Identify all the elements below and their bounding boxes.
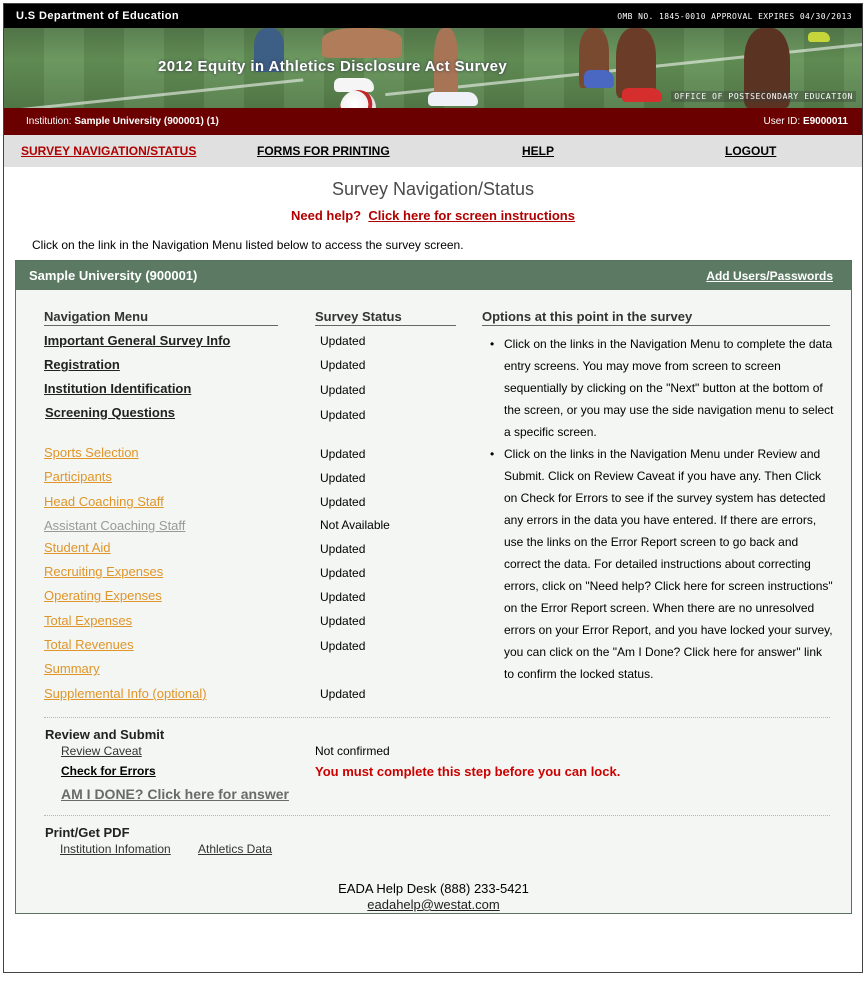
review-caveat-status: Not confirmed (315, 744, 390, 758)
nav-head-coaching-staff[interactable]: Head Coaching Staff (44, 494, 164, 509)
nav-operating-expenses[interactable]: Operating Expenses (44, 588, 162, 603)
nav-summary[interactable]: Summary (44, 661, 100, 676)
need-help (4, 208, 862, 223)
nav-student-aid[interactable]: Student Aid (44, 540, 111, 555)
menu-forms-for-printing[interactable]: FORMS FOR PRINTING (257, 144, 390, 158)
navigation-menu-header: Navigation Menu (44, 309, 278, 326)
office-name: OFFICE OF POSTSECONDARY EDUCATION (671, 91, 856, 102)
status-sports-selection: Updated (320, 447, 366, 461)
survey-status-header: Survey Status (315, 309, 456, 326)
nav-total-revenues[interactable]: Total Revenues (44, 637, 134, 652)
menu-help[interactable]: HELP (522, 144, 555, 158)
survey-title: 2012 Equity in Athletics Disclosure Act Survey (158, 58, 508, 75)
help-desk-email-link[interactable]: eadahelp@westat.com (367, 897, 500, 912)
nav-total-expenses[interactable]: Total Expenses (44, 613, 133, 628)
athletics-data-link[interactable]: Athletics Data (198, 842, 273, 856)
status-total-revenues: Updated (320, 639, 366, 653)
option-item: • Click on the links in the Navigation Menu to complete the data entry screens. You may move from screen to screen sequentially by clicking on the "Next" button at the bottom of the screen, or you may use the side navigation menu to select a specific screen. (482, 333, 834, 443)
status-screening-questions: Updated (320, 408, 366, 422)
status-head-coaching-staff: Updated (320, 495, 366, 509)
options-header: Options at this point in the survey (482, 309, 830, 326)
help-desk-phone: EADA Help Desk (888) 233-5421 (338, 881, 529, 896)
player-image (322, 28, 402, 58)
option-item: • Click on the links in the Navigation Menu under Review and Submit. Click on Review Caveat if you have any. Then Click on Check for Errors to see if the survey system has detected any errors in the data you have entered. If there are errors, use the links on the Error Report screen to go back and correct the data. For detailed instructions about correcting errors, click on "Need help? Click here for screen instructions" on the Error Report screen. When there are no unresolved errors on your Error Report, and you have locked your survey, you can click on the "Am I Done? Click here for answer" link to confirm the locked status. (482, 443, 834, 685)
am-i-done-link[interactable]: AM I DONE? Click here for answer (61, 786, 289, 802)
survey-panel (15, 260, 852, 914)
status-total-expenses: Updated (320, 614, 366, 628)
status-participants: Updated (320, 471, 366, 485)
panel-institution-name: Sample University (900001) (29, 268, 198, 283)
screen-instructions-link[interactable]: Click here for screen instructions (368, 208, 575, 223)
nav-supplemental-info[interactable]: Supplemental Info (optional) (44, 686, 207, 701)
divider (44, 717, 830, 718)
add-users-passwords-link[interactable]: Add Users/Passwords (706, 268, 833, 283)
divider (44, 815, 830, 816)
status-student-aid: Updated (320, 542, 366, 556)
status-assistant-coaching-staff: Not Available (320, 518, 390, 532)
options-list (482, 333, 834, 685)
panel-header (16, 261, 851, 290)
header-banner (4, 28, 862, 108)
lock-warning: You must complete this step before you can lock. (315, 764, 621, 779)
status-important-general-survey-info: Updated (320, 334, 366, 348)
user-bar (4, 108, 862, 135)
nav-sports-selection[interactable]: Sports Selection (44, 445, 139, 460)
nav-recruiting-expenses[interactable]: Recruiting Expenses (44, 564, 164, 579)
omb-notice: OMB NO. 1845-0010 APPROVAL EXPIRES 04/30/2013 (617, 11, 852, 21)
nav-registration[interactable]: Registration (44, 357, 120, 372)
main-menu (4, 135, 862, 167)
review-submit-title: Review and Submit (45, 727, 165, 742)
institution-information-link[interactable]: Institution Infomation (60, 842, 171, 856)
user-id-value: E9000011 (802, 116, 848, 127)
user-id-label: User ID: (763, 116, 801, 127)
status-institution-identification: Updated (320, 383, 366, 397)
institution-label: Institution: (26, 116, 72, 127)
check-for-errors-link[interactable]: Check for Errors (61, 764, 156, 778)
page-frame (3, 3, 863, 973)
status-registration: Updated (320, 358, 366, 372)
review-caveat-link[interactable]: Review Caveat (61, 744, 142, 758)
nav-important-general-survey-info[interactable]: Important General Survey Info (44, 333, 231, 348)
status-recruiting-expenses: Updated (320, 566, 366, 580)
soccer-ball-icon (340, 90, 376, 108)
agency-name: U.S Department of Education (16, 10, 179, 22)
nav-participants[interactable]: Participants (44, 469, 112, 484)
top-bar (4, 4, 862, 28)
nav-assistant-coaching-staff: Assistant Coaching Staff (44, 518, 186, 533)
menu-survey-navigation-status[interactable]: SURVEY NAVIGATION/STATUS (21, 144, 197, 158)
page-title: Survey Navigation/Status (331, 179, 535, 199)
institution-value: Sample University (900001) (1) (74, 116, 219, 127)
nav-institution-identification[interactable]: Institution Identification (44, 381, 192, 396)
menu-logout[interactable]: LOGOUT (725, 144, 777, 158)
need-help-label: Need help? (291, 208, 362, 223)
help-desk (16, 881, 851, 913)
status-supplemental-info: Updated (320, 687, 366, 701)
status-operating-expenses: Updated (320, 590, 366, 604)
print-pdf-title: Print/Get PDF (45, 825, 130, 840)
user-info (763, 116, 848, 127)
institution-info (26, 116, 219, 127)
nav-screening-questions[interactable]: Screening Questions (45, 405, 176, 420)
instruction-text: Click on the link in the Navigation Menu listed below to access the survey screen. (32, 238, 464, 252)
